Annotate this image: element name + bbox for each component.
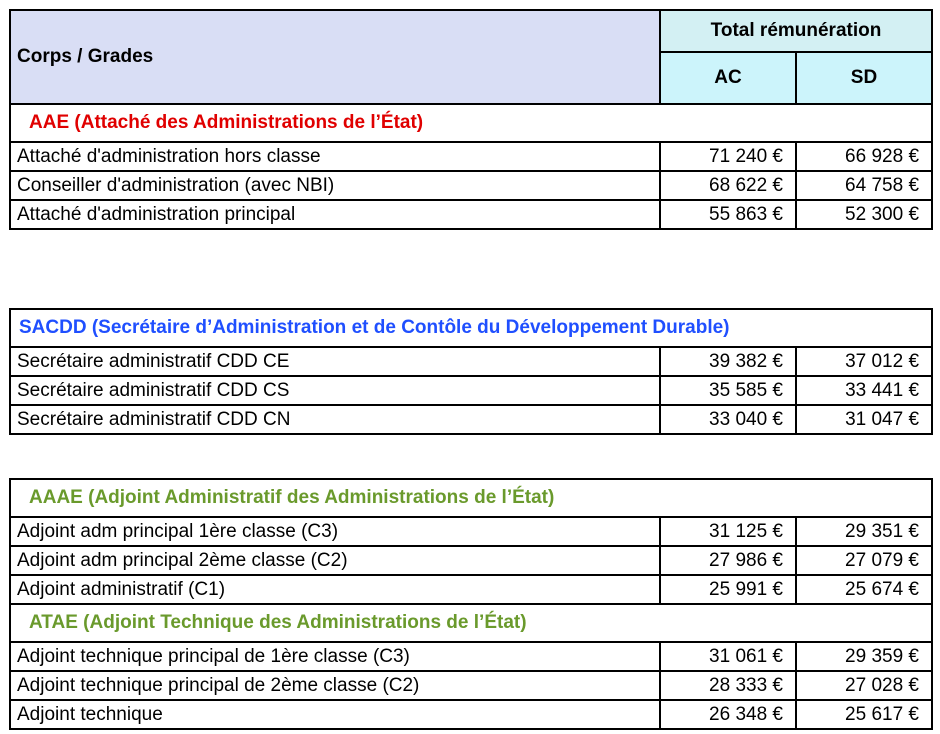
table-row	[10, 405, 932, 434]
grade-cell: Adjoint adm principal 1ère classe (C3)	[10, 517, 660, 546]
table-row	[10, 642, 932, 671]
corps-grades-header: Corps / Grades	[10, 10, 660, 104]
sd-cell: 29 359 €	[796, 642, 932, 671]
ac-cell: 55 863 €	[660, 200, 796, 229]
grade-cell: Adjoint technique principal de 1ère classe (C3)	[10, 642, 660, 671]
ac-cell: 28 333 €	[660, 671, 796, 700]
sd-cell: 37 012 €	[796, 347, 932, 376]
ac-cell: 68 622 €	[660, 171, 796, 200]
section-title-sacdd: SACDD (Secrétaire d’Administration et de Contôle du Développement Durable)	[10, 309, 932, 347]
table-row	[10, 376, 932, 405]
table-row	[10, 347, 932, 376]
ac-cell: 27 986 €	[660, 546, 796, 575]
table-aae	[9, 9, 933, 230]
section-title-atae: ATAE (Adjoint Technique des Administrations de l’État)	[10, 604, 932, 642]
ac-cell: 31 125 €	[660, 517, 796, 546]
section-row	[10, 309, 932, 347]
sd-cell: 29 351 €	[796, 517, 932, 546]
section-title-aaae: AAAE (Adjoint Administratif des Administrations de l’État)	[10, 479, 932, 517]
ac-cell: 26 348 €	[660, 700, 796, 729]
sd-header: SD	[796, 52, 932, 104]
ac-cell: 35 585 €	[660, 376, 796, 405]
table-row	[10, 200, 932, 229]
grade-cell: Adjoint technique principal de 2ème classe (C2)	[10, 671, 660, 700]
grade-cell: Adjoint technique	[10, 700, 660, 729]
table-row	[10, 142, 932, 171]
grade-cell: Conseiller d'administration (avec NBI)	[10, 171, 660, 200]
header-row	[10, 10, 932, 52]
sd-cell: 27 079 €	[796, 546, 932, 575]
sd-cell: 31 047 €	[796, 405, 932, 434]
table-row	[10, 671, 932, 700]
sd-cell: 52 300 €	[796, 200, 932, 229]
table-aaae-atae	[9, 478, 933, 730]
ac-cell: 33 040 €	[660, 405, 796, 434]
table-row	[10, 517, 932, 546]
table-row	[10, 546, 932, 575]
table-sacdd	[9, 308, 933, 435]
sd-cell: 33 441 €	[796, 376, 932, 405]
section-row	[10, 479, 932, 517]
grade-cell: Adjoint adm principal 2ème classe (C2)	[10, 546, 660, 575]
grade-cell: Secrétaire administratif CDD CS	[10, 376, 660, 405]
grade-cell: Secrétaire administratif CDD CE	[10, 347, 660, 376]
table-row	[10, 575, 932, 604]
grade-cell: Secrétaire administratif CDD CN	[10, 405, 660, 434]
section-row	[10, 104, 932, 142]
table-row	[10, 171, 932, 200]
ac-cell: 39 382 €	[660, 347, 796, 376]
sd-cell: 25 674 €	[796, 575, 932, 604]
ac-cell: 71 240 €	[660, 142, 796, 171]
table-row	[10, 700, 932, 729]
grade-cell: Attaché d'administration hors classe	[10, 142, 660, 171]
sd-cell: 64 758 €	[796, 171, 932, 200]
section-row	[10, 604, 932, 642]
sd-cell: 25 617 €	[796, 700, 932, 729]
total-remuneration-header: Total rémunération	[660, 10, 932, 52]
ac-header: AC	[660, 52, 796, 104]
sd-cell: 66 928 €	[796, 142, 932, 171]
ac-cell: 25 991 €	[660, 575, 796, 604]
section-title-aae: AAE (Attaché des Administrations de l’État)	[10, 104, 932, 142]
sd-cell: 27 028 €	[796, 671, 932, 700]
ac-cell: 31 061 €	[660, 642, 796, 671]
grade-cell: Adjoint administratif (C1)	[10, 575, 660, 604]
grade-cell: Attaché d'administration principal	[10, 200, 660, 229]
